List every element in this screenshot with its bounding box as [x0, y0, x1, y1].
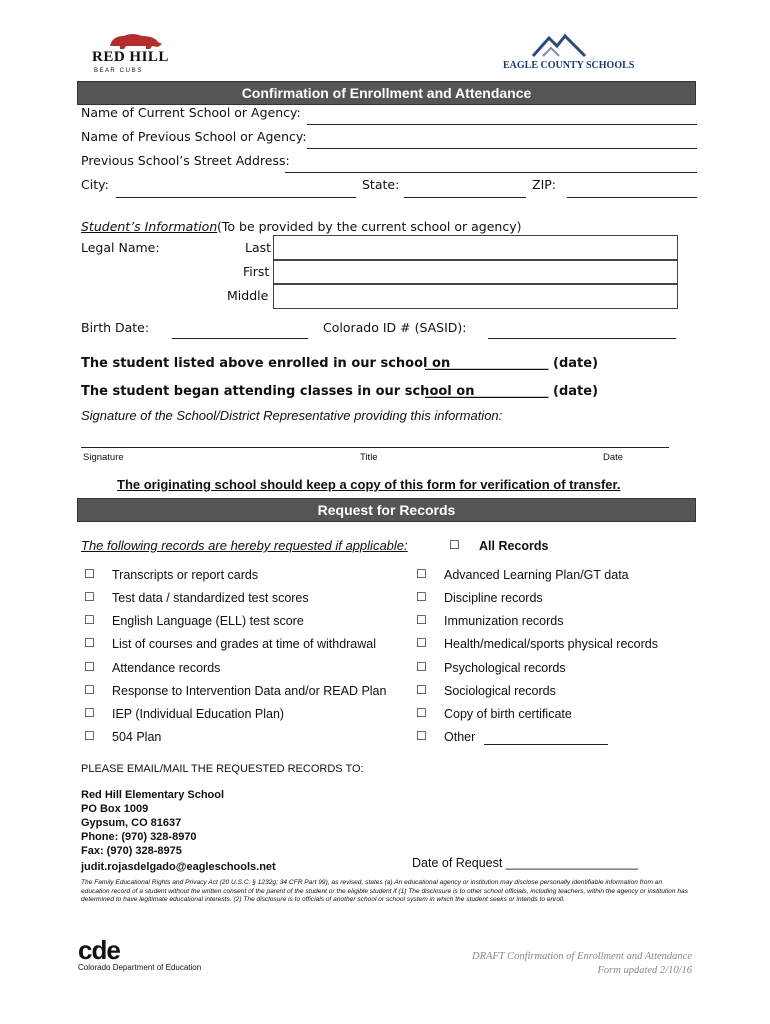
- colorado-id-field[interactable]: [488, 338, 676, 339]
- last-name-input[interactable]: [273, 235, 678, 261]
- record-label: Discipline records: [444, 591, 543, 605]
- draft-footer: [472, 950, 692, 978]
- draft-line-2: Form updated 2/10/16: [597, 965, 692, 976]
- record-label: English Language (ELL) test score: [112, 614, 304, 628]
- address-line: Phone: (970) 328-8970: [81, 831, 197, 843]
- middle-name-input[interactable]: [273, 283, 678, 309]
- draft-line-1: DRAFT Confirmation of Enrollment and Attendance: [471, 951, 692, 962]
- student-info-note: (To be provided by the current school or agency): [217, 219, 522, 234]
- checkbox[interactable]: ☐: [416, 683, 427, 697]
- address-line: Red Hill Elementary School: [81, 789, 225, 801]
- record-label: Test data / standardized test scores: [112, 591, 309, 605]
- previous-school-label: Name of Previous School or Agency:: [81, 129, 307, 144]
- last-name-label: Last: [245, 240, 272, 255]
- mail-to-heading: PLEASE EMAIL/MAIL THE REQUESTED RECORDS TO:: [81, 763, 364, 775]
- logo-bear-cubs-text: B E A R C U B S: [94, 68, 142, 74]
- enrolled-statement: The student listed above enrolled in our school on: [81, 356, 451, 371]
- email-link[interactable]: judit.rojasdelgado@eagleschools.net: [81, 861, 276, 873]
- record-label: List of courses and grades at time of withdrawal: [112, 637, 377, 651]
- ferpa-text: The Family Educational Rights and Privacy Act (20 U.S.C. § 1232g; 34 CFR Part 99), as revised, states (a) An educational agency or institution may disclose personally identifiable information from an education record of a student without the written consent of the parent of the student or the eligible student if (1) The disclosure is to other school officials, including teachers, within the agency or institution has determined to have legitimate educational interests. (2) The disclosure is to officials of another school or school system in which the student seeks or intends to enroll.: [81, 879, 688, 904]
- record-label: Health/medical/sports physical records: [444, 637, 658, 651]
- first-name-label: First: [243, 264, 270, 279]
- checkbox[interactable]: ☐: [416, 567, 427, 581]
- checkbox[interactable]: ☐: [416, 660, 427, 674]
- zip-label: ZIP:: [532, 177, 556, 192]
- checkbox[interactable]: ☐: [84, 636, 95, 650]
- checkbox[interactable]: ☐: [84, 590, 95, 604]
- birth-date-field[interactable]: [172, 338, 308, 339]
- record-label: Psychological records: [444, 661, 566, 675]
- bear-icon: [106, 30, 166, 50]
- attending-date-field[interactable]: ___________________ (date): [425, 384, 599, 399]
- request-intro: The following records are hereby requested if applicable:: [81, 538, 408, 553]
- eagle-county-logo: [503, 32, 635, 74]
- section-title-enrollment: Confirmation of Enrollment and Attendance: [77, 81, 696, 105]
- other-input-line[interactable]: [484, 744, 608, 745]
- birth-date-label: Birth Date:: [81, 320, 150, 335]
- checkbox[interactable]: ☐: [416, 590, 427, 604]
- checkbox[interactable]: ☐: [84, 683, 95, 697]
- record-label: Attendance records: [112, 661, 221, 675]
- signature-prompt: Signature of the School/District Representative providing this information:: [81, 408, 503, 423]
- colorado-id-label: Colorado ID # (SASID):: [323, 320, 467, 335]
- current-school-label: Name of Current School or Agency:: [81, 105, 301, 120]
- checkbox[interactable]: ☐: [84, 613, 95, 627]
- city-label: City:: [81, 177, 109, 192]
- address-line: Fax: (970) 328-8975: [81, 845, 182, 857]
- section-title-request: Request for Records: [77, 498, 696, 522]
- mountain-icon: [531, 32, 587, 58]
- address-line: Gypsum, CO 81637: [81, 817, 182, 829]
- record-label: Transcripts or report cards: [112, 568, 259, 582]
- first-name-input[interactable]: [273, 259, 678, 285]
- logo-eagle-county-text: EAGLE COUNTY SCHOOLS: [503, 60, 635, 71]
- copy-notice: The originating school should keep a copy of this form for verification of transfer.: [117, 477, 621, 492]
- record-label: Response to Intervention Data and/or READ Plan: [112, 684, 387, 698]
- record-label: Immunization records: [444, 614, 564, 628]
- record-label: Advanced Learning Plan/GT data: [444, 568, 629, 582]
- previous-school-field[interactable]: [307, 148, 697, 149]
- record-label: Sociological records: [444, 684, 556, 698]
- current-school-field[interactable]: [307, 124, 697, 125]
- record-label: Other: [444, 730, 476, 744]
- address-block: [81, 788, 276, 874]
- city-field[interactable]: [116, 197, 356, 198]
- checkbox[interactable]: ☐: [84, 660, 95, 674]
- red-hill-logo: [92, 30, 172, 78]
- previous-address-label: Previous School’s Street Address:: [81, 153, 290, 168]
- cde-name: Colorado Department of Education: [78, 963, 202, 972]
- checkbox[interactable]: ☐: [84, 729, 95, 743]
- cde-logo-text: cde: [78, 935, 120, 965]
- state-label: State:: [362, 177, 400, 192]
- signature-line[interactable]: [81, 447, 669, 448]
- record-label: IEP (Individual Education Plan): [112, 707, 285, 721]
- cde-logo: [78, 935, 202, 972]
- state-field[interactable]: [404, 197, 526, 198]
- checkbox[interactable]: ☐: [416, 706, 427, 720]
- previous-address-field[interactable]: [285, 172, 697, 173]
- date-of-request[interactable]: Date of Request ___________________: [412, 856, 638, 870]
- checkbox[interactable]: ☐: [416, 729, 427, 743]
- checkbox[interactable]: ☐: [84, 567, 95, 581]
- record-label: 504 Plan: [112, 730, 162, 744]
- middle-name-label: Middle: [227, 288, 269, 303]
- all-records-label: All Records: [479, 539, 549, 553]
- record-label: Copy of birth certificate: [444, 707, 572, 721]
- date-caption: Date: [603, 452, 624, 463]
- legal-name-label: Legal Name:: [81, 240, 160, 255]
- title-caption: Title: [360, 452, 378, 463]
- checkbox[interactable]: ☐: [416, 636, 427, 650]
- student-info-heading: Student’s Information: [81, 219, 218, 234]
- logo-red-hill-text: RED HILL: [92, 49, 169, 65]
- zip-field[interactable]: [567, 197, 697, 198]
- all-records-checkbox[interactable]: ☐: [449, 538, 460, 552]
- attending-statement: The student began attending classes in our school on: [81, 384, 475, 399]
- checkbox[interactable]: ☐: [84, 706, 95, 720]
- checkbox[interactable]: ☐: [416, 613, 427, 627]
- enrolled-date-field[interactable]: ___________________ (date): [425, 356, 599, 371]
- address-line: PO Box 1009: [81, 803, 149, 815]
- signature-caption: Signature: [83, 452, 124, 463]
